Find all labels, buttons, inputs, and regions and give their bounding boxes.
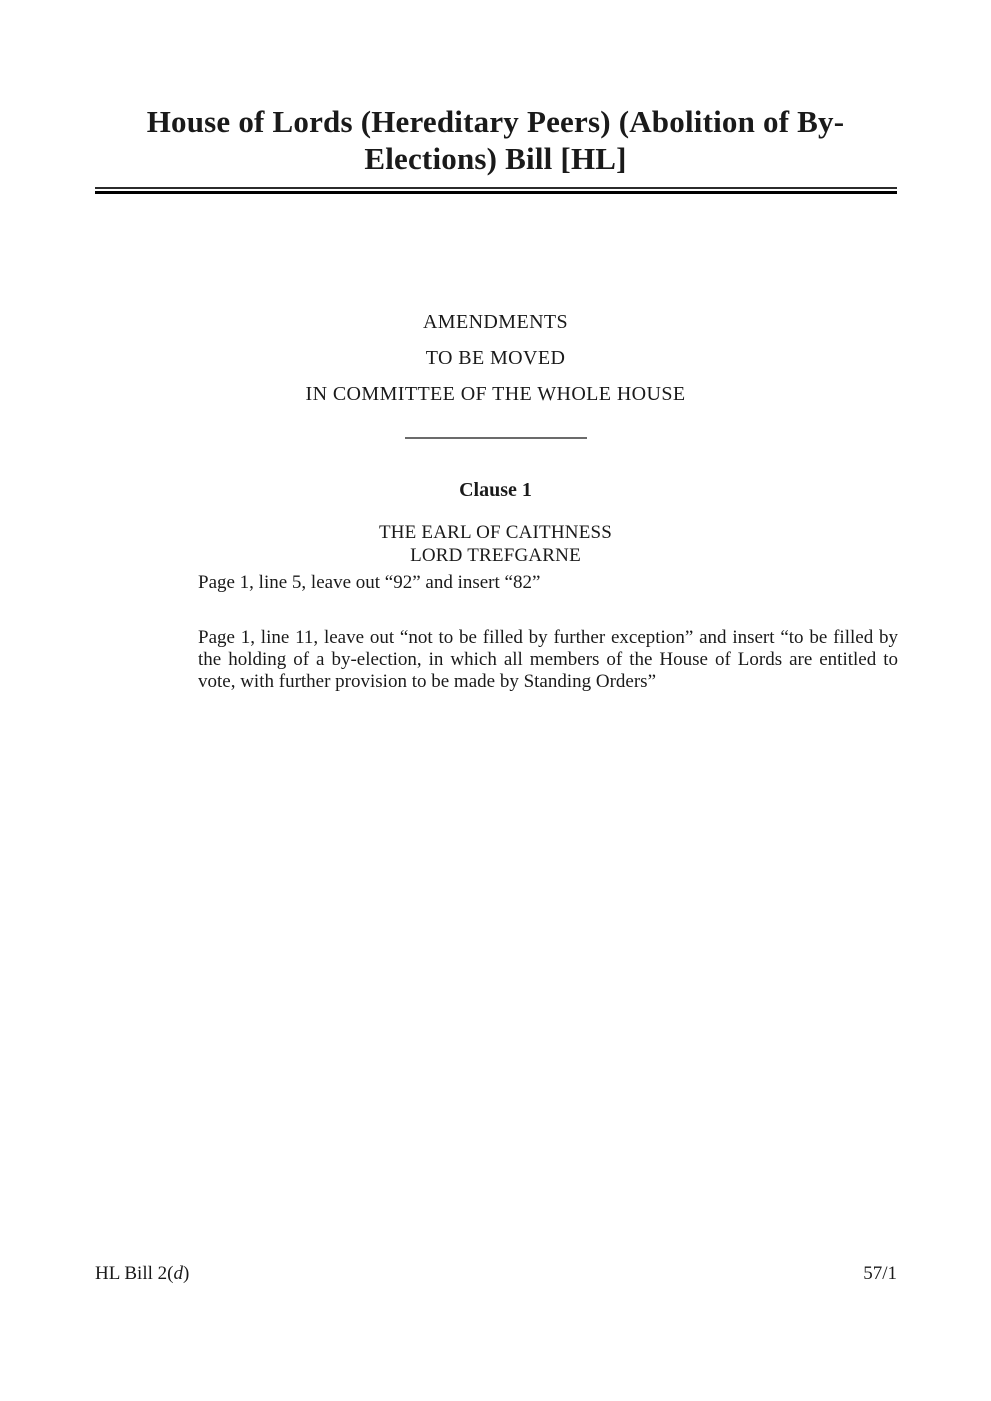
heading-committee: IN COMMITTEE OF THE WHOLE HOUSE	[305, 383, 686, 405]
title-double-rule	[95, 187, 897, 194]
amendment-text: Page 1, line 5, leave out “92” and insert “82”	[198, 572, 541, 593]
bill-number	[95, 1262, 189, 1285]
heading-to-be-moved: TO BE MOVED	[425, 347, 566, 369]
movers-list	[0, 521, 991, 567]
mover-name: THE EARL OF CAITHNESS	[378, 522, 613, 543]
mover-name: LORD TREFGARNE	[410, 545, 581, 566]
page-footer	[95, 1262, 897, 1285]
amendment-text: Page 1, line 11, leave out “not to be filled by further exception” and insert “to be filled by the holding of a by-election, in which all members of the House of Lords are entitled to vote, with further provision to be made by Standing Orders”	[198, 627, 898, 692]
bill-number-italic-part: d	[173, 1263, 183, 1284]
ceremonial-headings	[0, 310, 991, 406]
heading-amendments: AMENDMENTS	[422, 311, 569, 333]
amendment-paper-reference: 57/1	[863, 1263, 897, 1284]
clause-heading: Clause 1	[459, 479, 532, 501]
bill-title: House of Lords (Hereditary Peers) (Abolition of By-Elections) Bill [HL]	[146, 104, 845, 176]
bill-number-prefix: HL Bill 2(	[95, 1263, 174, 1284]
clause-section	[0, 478, 991, 693]
bill-number-suffix: )	[182, 1263, 190, 1284]
section-divider-rule	[405, 437, 587, 439]
